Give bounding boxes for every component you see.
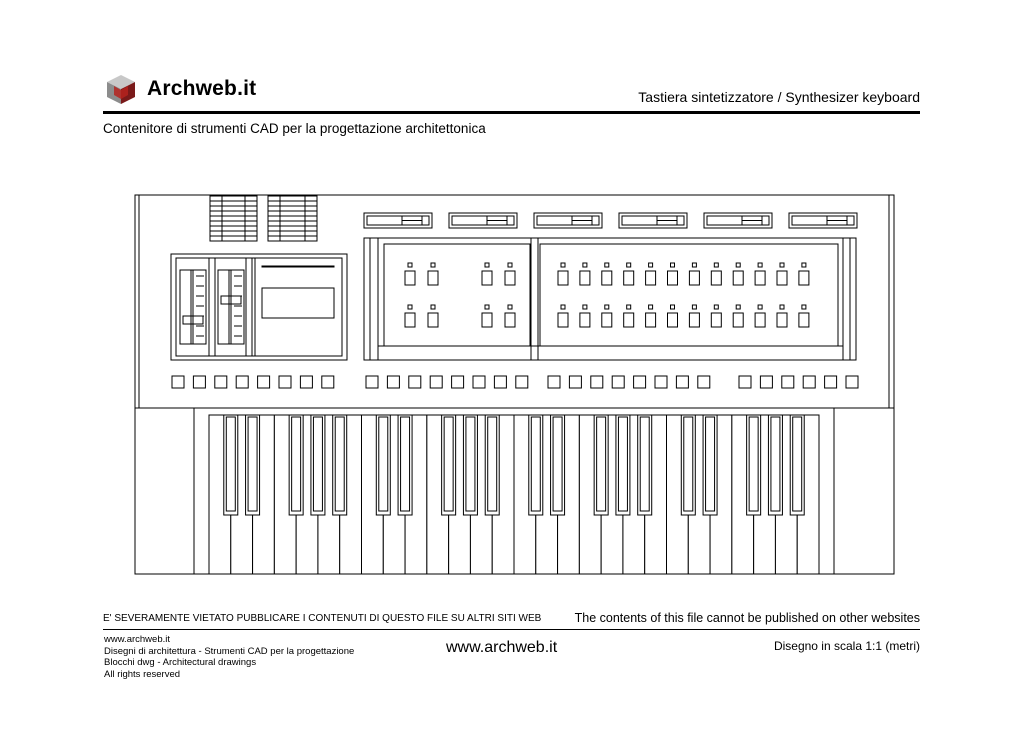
led-indicator [408,263,412,267]
copyright-warning-en: The contents of this file cannot be published on other websites [574,611,920,625]
led-indicator [758,263,762,267]
footer-line: All rights reserved [104,668,181,680]
fader-slider [218,270,244,344]
led-indicator [508,305,512,309]
panel-button [755,263,765,285]
led-indicator [736,305,740,309]
function-button [698,376,710,388]
led-indicator [561,263,565,267]
speaker-grille [268,196,317,241]
speaker-grille [210,196,257,241]
function-button [591,376,603,388]
display-module [619,213,687,228]
led-indicator [758,305,762,309]
led-indicator [649,263,653,267]
subtitle: Contenitore di strumenti CAD per la progettazione architettonica [103,121,486,136]
function-button [548,376,560,388]
function-button [846,376,858,388]
black-key [442,415,456,515]
black-key [398,415,412,515]
black-key [551,415,565,515]
function-button [473,376,485,388]
panel-button [428,263,438,285]
black-key [529,415,543,515]
panel-button [799,263,809,285]
function-button [760,376,772,388]
function-button [258,376,270,388]
function-button [300,376,312,388]
led-indicator [627,305,631,309]
panel-button [558,305,568,327]
copyright-warning-it: E' SEVERAMENTE VIETATO PUBBLICARE I CONTENUTI DI QUESTO FILE SU ALTRI SITI WEB [103,613,542,624]
function-button [387,376,399,388]
black-key [768,415,782,515]
black-key [463,415,477,515]
function-button [634,376,646,388]
panel-button [711,305,721,327]
function-button [803,376,815,388]
function-button [782,376,794,388]
panel-button [668,263,678,285]
led-indicator [692,263,696,267]
fader-slider [180,270,206,344]
led-indicator [714,305,718,309]
led-indicator [431,263,435,267]
black-key [594,415,608,515]
panel-button [624,263,634,285]
black-key [703,415,717,515]
panel-button [777,263,787,285]
led-indicator [671,305,675,309]
function-button [409,376,421,388]
footer-info [104,634,354,680]
led-indicator [736,263,740,267]
panel-button [405,263,415,285]
function-button [366,376,378,388]
footer-line: www.archweb.it [104,634,170,645]
led-indicator [714,263,718,267]
panel-button [668,305,678,327]
function-button [494,376,506,388]
led-indicator [485,305,489,309]
led-indicator [605,263,609,267]
function-button [430,376,442,388]
panel-button [689,305,699,327]
led-indicator [780,263,784,267]
drawing-title: Tastiera sintetizzatore / Synthesizer keyboard [638,89,920,105]
function-button [452,376,464,388]
panel-button [646,263,656,285]
panel-button [799,305,809,327]
panel-button [580,263,590,285]
function-button [655,376,667,388]
black-key [790,415,804,515]
footer-rule [103,629,920,630]
panel-button [602,263,612,285]
led-indicator [605,305,609,309]
display-module [704,213,772,228]
display-module [364,213,432,228]
led-indicator [780,305,784,309]
panel-button [505,305,515,327]
led-indicator [408,305,412,309]
led-indicator [431,305,435,309]
black-key [485,415,499,515]
display-module [789,213,857,228]
black-key [289,415,303,515]
panel-button [505,263,515,285]
black-key [311,415,325,515]
footer-line: Disegni di architettura - Strumenti CAD per la progettazione [104,645,355,657]
led-indicator [485,263,489,267]
black-key [224,415,238,515]
function-button [279,376,291,388]
led-indicator [692,305,696,309]
footer-site-link[interactable]: www.archweb.it [446,639,558,656]
footer-line: Blocchi dwg - Architectural drawings [104,657,257,668]
display-module [534,213,602,228]
black-key [616,415,630,515]
function-button [322,376,334,388]
scale-note: Disegno in scala 1:1 (metri) [773,639,920,653]
led-indicator [583,305,587,309]
function-button [172,376,184,388]
display-module [449,213,517,228]
led-indicator [802,263,806,267]
function-button [739,376,751,388]
led-indicator [583,263,587,267]
function-button [569,376,581,388]
panel-button [482,305,492,327]
black-key [638,415,652,515]
black-key [747,415,761,515]
panel-button [482,263,492,285]
panel-button [580,305,590,327]
panel-button [777,305,787,327]
panel-button [624,305,634,327]
panel-button [733,263,743,285]
function-button [193,376,205,388]
function-button [236,376,248,388]
panel-button [428,305,438,327]
black-key [376,415,390,515]
black-key [246,415,260,515]
panel-button [405,305,415,327]
panel-button [755,305,765,327]
led-indicator [802,305,806,309]
panel-button [646,305,656,327]
panel-button [558,263,568,285]
led-indicator [561,305,565,309]
function-button [825,376,837,388]
function-button [676,376,688,388]
led-indicator [649,305,653,309]
function-button [215,376,227,388]
panel-button [733,305,743,327]
logo-text: Archweb.it [147,77,257,100]
led-indicator [671,263,675,267]
panel-button [711,263,721,285]
black-key [681,415,695,515]
function-button [516,376,528,388]
function-button [612,376,624,388]
black-key [333,415,347,515]
panel-button [602,305,612,327]
led-indicator [627,263,631,267]
panel-button [689,263,699,285]
led-indicator [508,263,512,267]
